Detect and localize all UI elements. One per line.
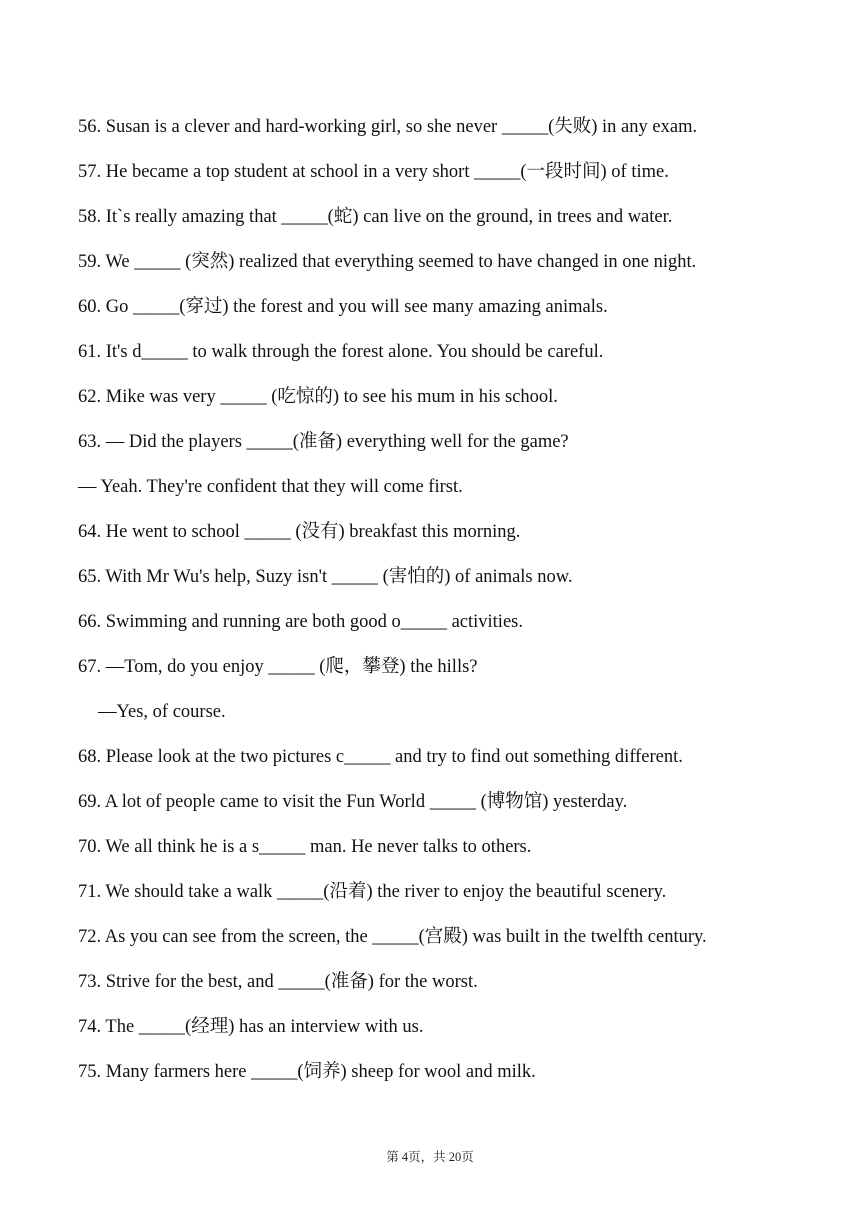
question-72: 72. As you can see from the screen, the _____(宫殿) was built in the twelfth century. xyxy=(78,927,707,947)
question-73: 73. Strive for the best, and _____(准备) for the worst. xyxy=(78,972,478,992)
question-57: 57. He became a top student at school in a very short _____(一段时间) of time. xyxy=(78,162,669,182)
question-60: 60. Go _____(穿过) the forest and you will see many amazing animals. xyxy=(78,297,608,317)
question-61: 61. It's d_____ to walk through the forest alone. You should be careful. xyxy=(78,342,604,362)
page-number-footer: 第 4页，共 20页 xyxy=(386,1150,474,1164)
question-75: 75. Many farmers here _____(饲养) sheep for wool and milk. xyxy=(78,1062,536,1082)
question-59: 59. We _____ (突然) realized that everything seemed to have changed in one night. xyxy=(78,252,697,272)
question-74: 74. The _____(经理) has an interview with us. xyxy=(78,1017,424,1037)
question-69: 69. A lot of people came to visit the Fun World _____ (博物馆) yesterday. xyxy=(78,792,628,812)
question-68: 68. Please look at the two pictures c_____ and try to find out something different. xyxy=(78,747,683,767)
question-list xyxy=(78,112,778,1102)
question-58: 58. It`s really amazing that _____(蛇) can live on the ground, in trees and water. xyxy=(78,207,673,227)
question-64: 64. He went to school _____ (没有) breakfast this morning. xyxy=(78,522,521,542)
question-71: 71. We should take a walk _____(沿着) the river to enjoy the beautiful scenery. xyxy=(78,882,667,902)
question-67: 67. —Tom, do you enjoy _____ (爬，攀登) the hills? xyxy=(78,657,478,677)
question-63-answer: — Yeah. They're confident that they will come first. xyxy=(78,477,463,497)
question-65: 65. With Mr Wu's help, Suzy isn't _____ (害怕的) of animals now. xyxy=(78,567,573,587)
question-67-answer: —Yes, of course. xyxy=(98,702,226,722)
question-66: 66. Swimming and running are both good o_____ activities. xyxy=(78,612,523,632)
question-70: 70. We all think he is a s_____ man. He never talks to others. xyxy=(78,837,532,857)
question-63: 63. — Did the players _____(准备) everything well for the game? xyxy=(78,432,569,452)
question-62: 62. Mike was very _____ (吃惊的) to see his mum in his school. xyxy=(78,387,558,407)
question-56: 56. Susan is a clever and hard-working girl, so she never _____(失败) in any exam. xyxy=(78,117,698,137)
